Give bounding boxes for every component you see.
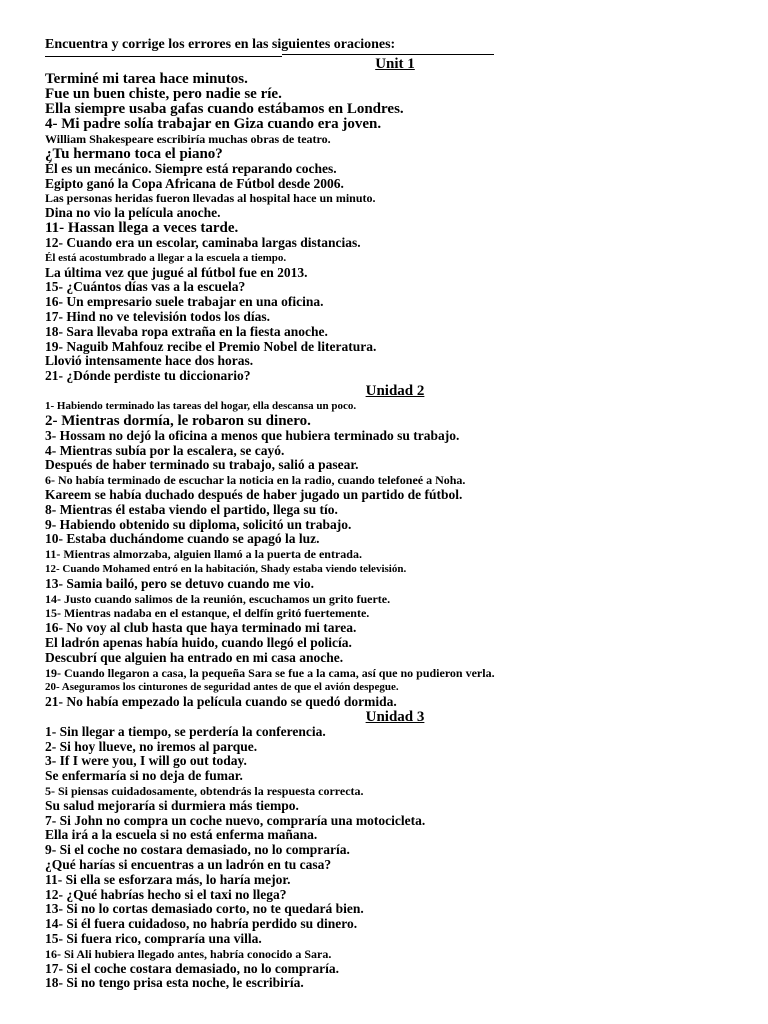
sentence-line: 19- Cuando llegaron a casa, la pequeña Sara se fue a la cama, así que no pudieron verla. — [45, 665, 495, 680]
sentence-line: Él está acostumbrado a llegar a la escuela a tiempo. — [45, 251, 287, 264]
sentence-line: 17- Hind no ve televisión todos los días. — [45, 308, 271, 324]
sentence-line: ¿Qué harías si encuentras a un ladrón en tu casa? — [45, 857, 332, 873]
sentence-line: 13- Si no lo cortas demasiado corto, no te quedará bien. — [45, 901, 364, 917]
sentence-line: Fue un buen chiste, pero nadie se ríe. — [45, 86, 282, 102]
sentence-line: Terminé mi tarea hace minutos. — [45, 71, 248, 87]
sentence-line: 14- Justo cuando salimos de la reunión, escuchamos un grito fuerte. — [45, 591, 391, 606]
sentence-line: Su salud mejoraría si durmiera más tiempo. — [45, 797, 299, 813]
sentence-line: Después de haber terminado su trabajo, salió a pasear. — [45, 457, 359, 473]
header-answer-line — [282, 54, 494, 55]
sentence-line: Llovió intensamente hace dos horas. — [45, 353, 254, 369]
sentence-line: 15- Si fuera rico, compraría una villa. — [45, 931, 262, 947]
sentence-line: 21- ¿Dónde perdiste tu diccionario? — [45, 368, 251, 384]
unit-section — [45, 710, 745, 991]
sentence-line: 19- Naguib Mahfouz recibe el Premio Nobel de literatura. — [45, 338, 377, 354]
sentence-line: 4- Mientras subía por la escalera, se cayó. — [45, 442, 285, 458]
sentence-line: Ella siempre usaba gafas cuando estábamos en Londres. — [45, 101, 404, 117]
unit-title-text: Unit 1 — [375, 56, 415, 72]
sentence-line: 12- Cuando era un escolar, caminaba largas distancias. — [45, 234, 361, 250]
sentence-line: 1- Habiendo terminado las tareas del hogar, ella descansa un poco. — [45, 399, 357, 412]
sentence-line: Las personas heridas fueron llevadas al hospital hace un minuto. — [45, 191, 376, 206]
worksheet-header — [45, 37, 745, 57]
sentence-line: 6- No había terminado de escuchar la noticia en la radio, cuando telefoneé a Noha. — [45, 473, 466, 488]
sentence-line: 8- Mientras él estaba viendo el partido, llega su tío. — [45, 501, 338, 517]
sentence-line: ¿Tu hermano toca el piano? — [45, 145, 223, 162]
sentence-line: Él es un mecánico. Siempre está reparando coches. — [45, 160, 337, 176]
sentence-line: 17- Si el coche costara demasiado, no lo compraría. — [45, 960, 339, 976]
sentence-line: 12- Cuando Mohamed entró en la habitación, Shady estaba viendo televisión. — [45, 562, 407, 575]
unit-title-text: Unidad 2 — [365, 382, 425, 399]
sentence-line: 10- Estaba duchándome cuando se apagó la luz. — [45, 531, 320, 547]
sentence-line: 20- Aseguramos los cinturones de seguridad antes de que el avión despegue. — [45, 681, 399, 694]
unit-section — [45, 384, 745, 710]
sentence-line: 1- Sin llegar a tiempo, se perdería la conferencia. — [45, 723, 326, 739]
sentence-line: La última vez que jugué al fútbol fue en 2013. — [45, 264, 308, 280]
sentence-line: 16- Un empresario suele trabajar en una oficina. — [45, 294, 324, 310]
sentence-line: El ladrón apenas había huido, cuando llegó el policía. — [45, 634, 352, 650]
sentence-line: 13- Samia bailó, pero se detuvo cuando me vio. — [45, 575, 315, 591]
unit-title-text: Unidad 3 — [365, 708, 425, 725]
sentence-line: 3- Hossam no dejó la oficina a menos que hubiera terminado su trabajo. — [45, 427, 460, 443]
sentence-line: 14- Si él fuera cuidadoso, no habría perdido su dinero. — [45, 916, 358, 932]
sentence-line: Se enfermaría si no deja de fumar. — [45, 768, 243, 784]
sentence-line: 18- Sara llevaba ropa extraña en la fiesta anoche. — [45, 323, 328, 339]
sentence-line: 2- Mientras dormía, le robaron su dinero. — [45, 412, 311, 429]
sentence-line: 12- ¿Qué habrías hecho si el taxi no llega? — [45, 886, 287, 902]
unit-title — [45, 384, 745, 399]
sentence-line: 9- Si el coche no costara demasiado, no lo compraría. — [45, 842, 350, 858]
sentence-line: Egipto ganó la Copa Africana de Fútbol desde 2006. — [45, 175, 344, 191]
sentence-line: 4- Mi padre solía trabajar en Giza cuando era joven. — [45, 116, 382, 132]
sentence-line: 11- Hassan llega a veces tarde. — [45, 219, 239, 236]
sentence-line: William Shakespeare escribiría muchas obras de teatro. — [45, 132, 331, 146]
sentence-line: 11- Si ella se esforzara más, lo haría mejor. — [45, 871, 291, 887]
sentence-line: 16- Si Ali hubiera llegado antes, habría conocido a Sara. — [45, 946, 332, 961]
sentence-line: 5- Si piensas cuidadosamente, obtendrás la respuesta correcta. — [45, 784, 364, 799]
header-underline — [45, 56, 282, 57]
sentence-line: Dina no vio la película anoche. — [45, 205, 221, 221]
worksheet — [45, 37, 745, 991]
sentence-line: 16- No voy al club hasta que haya terminado mi tarea. — [45, 620, 357, 636]
units-container — [45, 57, 745, 991]
unit-title — [45, 710, 745, 725]
sentence-line: 9- Habiendo obtenido su diploma, solicitó un trabajo. — [45, 516, 352, 532]
sentence-line: Ella irá a la escuela si no está enferma mañana. — [45, 827, 318, 843]
unit-section — [45, 57, 745, 384]
sentence-line: 11- Mientras almorzaba, alguien llamó a la puerta de entrada. — [45, 547, 362, 562]
sentence-line: Kareem se había duchado después de haber jugado un partido de fútbol. — [45, 486, 463, 502]
sentence-line: 7- Si John no compra un coche nuevo, compraría una motocicleta. — [45, 812, 426, 828]
instruction-text: Encuentra y corrige los errores en las siguientes oraciones: — [45, 37, 396, 52]
unit-title — [45, 57, 745, 72]
sentence-line: 18- Si no tengo prisa esta noche, le escribiría. — [45, 975, 304, 991]
sentence-line: 21- No había empezado la película cuando se quedó dormida. — [45, 694, 397, 710]
sentence-line: Descubrí que alguien ha entrado en mi casa anoche. — [45, 649, 344, 665]
sentence-line: 15- ¿Cuántos días vas a la escuela? — [45, 279, 246, 295]
sentence-line: 15- Mientras nadaba en el estanque, el delfín gritó fuertemente. — [45, 606, 370, 621]
sentence-line: 3- If I were you, I will go out today. — [45, 753, 247, 769]
sentence-line: 2- Si hoy llueve, no iremos al parque. — [45, 738, 258, 754]
